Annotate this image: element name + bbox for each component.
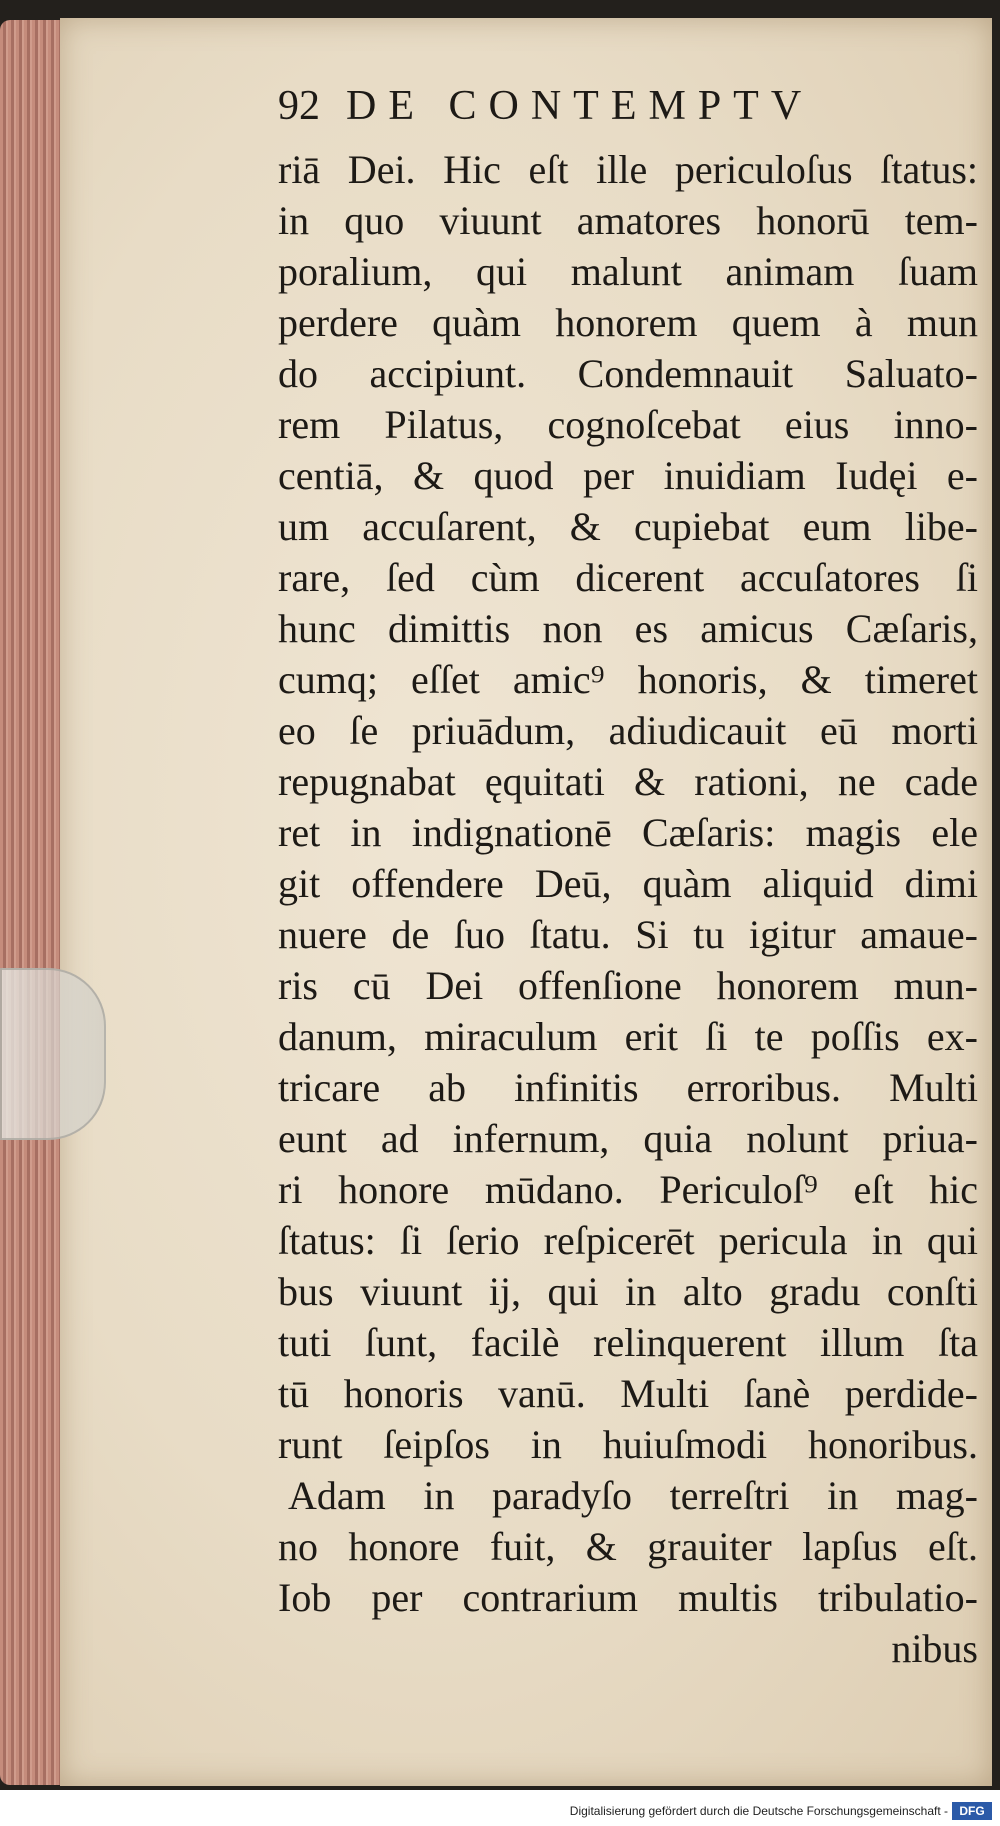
text-line: eo ſe priuādum, adiudicauit eū morti <box>278 708 978 753</box>
text-line: ris cū Dei offenſione honorem mun- <box>278 963 978 1008</box>
text-line: tricare ab infinitis erroribus. Multi <box>278 1065 978 1110</box>
text-line: runt ſeipſos in huiuſmodi honoribus. <box>278 1422 978 1467</box>
text-line: Iob per contrarium multis tribulatio- <box>278 1575 978 1620</box>
text-line: rare, ſed cùm dicerent accuſatores ſi <box>278 555 978 600</box>
text-line: riā Dei. Hic eſt ille periculoſus ſtatus: <box>278 147 978 192</box>
text-block <box>278 82 978 1674</box>
credit-bar <box>0 1790 1000 1826</box>
text-line: danum, miraculum erit ſi te poſſis ex- <box>278 1014 978 1059</box>
text-line: centiā, & quod per inuidiam Iudęi e- <box>278 453 978 498</box>
running-title: DE CONTEMPTV <box>346 83 814 129</box>
text-line: in quo viuunt amatores honorū tem- <box>278 198 978 243</box>
text-line: ri honore mūdano. Periculoſ⁹ eſt hic <box>278 1167 978 1212</box>
page-edges <box>0 20 60 1785</box>
text-line: ret in indignationē Cæſaris: magis ele <box>278 810 978 855</box>
text-line: tuti ſunt, facilè relinquerent illum ſta <box>278 1320 978 1365</box>
text-line: eunt ad infernum, quia nolunt priua- <box>278 1116 978 1161</box>
page-clip <box>0 968 106 1140</box>
text-line: rem Pilatus, cognoſcebat eius inno- <box>278 402 978 447</box>
text-line: hunc dimittis non es amicus Cæſaris, <box>278 606 978 651</box>
text-line: do accipiunt. Condemnauit Saluato- <box>278 351 978 396</box>
text-line: no honore fuit, & grauiter lapſus eſt. <box>278 1524 978 1569</box>
text-line: ſtatus: ſi ſerio reſpicerēt pericula in qui <box>278 1218 978 1263</box>
text-line: tū honoris vanū. Multi ſanè perdide- <box>278 1371 978 1416</box>
text-line: nibus <box>891 1626 978 1671</box>
text-line: um accuſarent, & cupiebat eum libe- <box>278 504 978 549</box>
page-header <box>278 82 978 138</box>
text-line: cumq; eſſet amic⁹ honoris, & timeret <box>278 657 978 702</box>
page-number: 92 <box>278 83 320 129</box>
text-line: perdere quàm honorem quem à mun <box>278 300 978 345</box>
dfg-logo: DFG <box>952 1802 992 1820</box>
text-line: Adam in paradyſo terreſtri in mag- <box>288 1473 978 1518</box>
text-line: bus viuunt ij, qui in alto gradu conſti <box>278 1269 978 1314</box>
digitization-credit: Digitalisierung gefördert durch die Deutsche Forschungsgemeinschaft - <box>569 1804 948 1818</box>
text-line: poralium, qui malunt animam ſuam <box>278 249 978 294</box>
text-line: repugnabat ęquitati & rationi, ne cade <box>278 759 978 804</box>
text-line: git offendere Deū, quàm aliquid dimi <box>278 861 978 906</box>
text-line: nuere de ſuo ſtatu. Si tu igitur amaue- <box>278 912 978 957</box>
